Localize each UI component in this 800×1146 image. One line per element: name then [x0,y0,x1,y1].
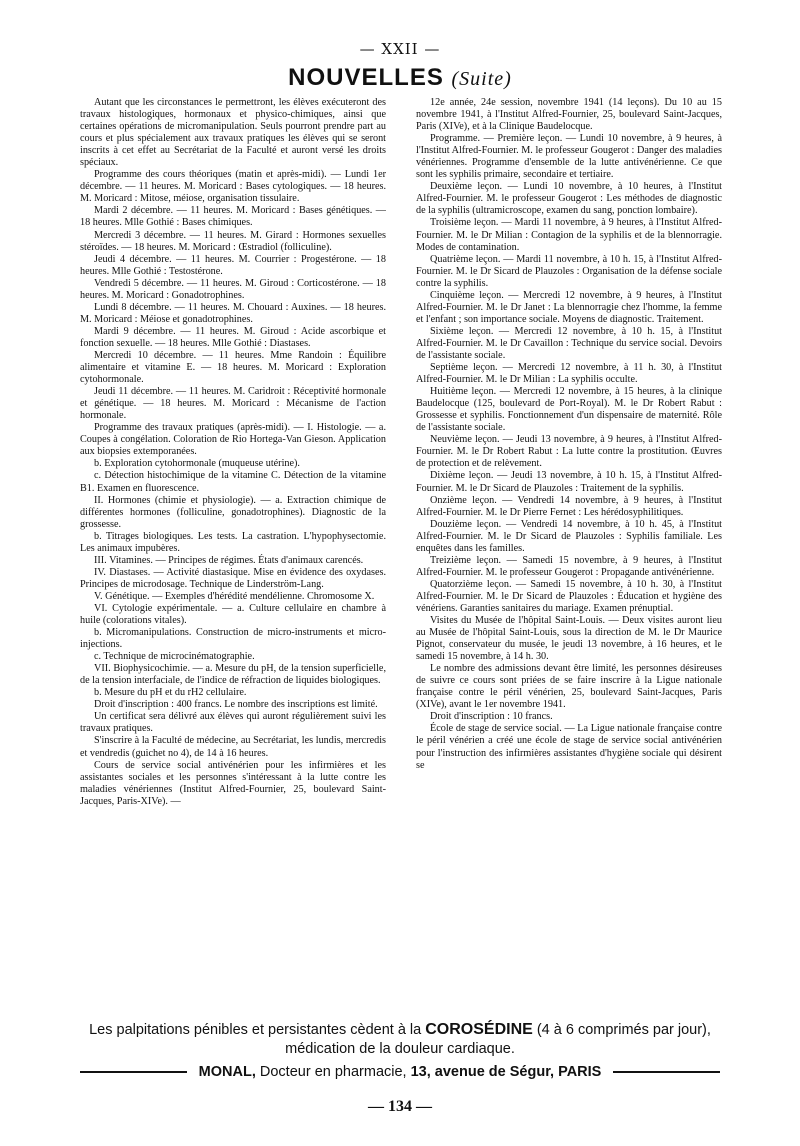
right-column-paragraph: École de stage de service social. — La Ligue nationale française contre le péril vénérien a créé une école de stage de service social antivénérien pour l'instruction des infirmières assistantes d'hygiène sociale qui désirent se [416,723,722,771]
right-column-paragraph: Neuvième leçon. — Jeudi 13 novembre, à 9 heures, à l'Institut Alfred-Fournier. M. le Dr Robert Rabut : La lutte contre la prostitution. Œuvres de protection et de relèvement. [416,434,722,470]
ad-line-1 [0,1020,800,1040]
right-column-paragraph: Programme. — Première leçon. — Lundi 10 novembre, à 9 heures, à l'Institut Alfred-Fournier. M. le professeur Gougerot : Danger des maladies vénériennes. Programme d'ensemble de la lutte antivénérienne. Ce que sont les syphilis primaire, secondaire et tertiaire. [416,133,722,181]
right-column [416,97,722,772]
left-column-paragraph: Programme des cours théoriques (matin et après-midi). — Lundi 1er décembre. — 11 heures. M. Moricard : Bases cytologiques. — 18 heures. M. Moricard : Mitose, méiose, organisation tissulaire. [80,169,386,205]
right-column-paragraph: Sixième leçon. — Mercredi 12 novembre, à 10 h. 15, à l'Institut Alfred-Fournier. M. le Dr Cavaillon : Technique du service social. Devoirs de l'assistante sociale. [416,325,722,361]
ad-brand: COROSÉDINE [425,1021,533,1038]
footer-advertisement [0,1020,800,1059]
left-column-paragraph: VII. Biophysicochimie. — a. Mesure du pH, de la tension superficielle, de la tension interfaciale, de l'indice de réfraction de liquides biologiques. [80,663,386,687]
left-column-paragraph: Un certificat sera délivré aux élèves qui auront régulièrement suivi les travaux pratiques. [80,711,386,735]
right-column-paragraph: Douzième leçon. — Vendredi 14 novembre, à 10 h. 45, à l'Institut Alfred-Fournier. M. le Dr Sicard de Plauzoles : Syphilis familiale. Les enquêtes dans les familles. [416,518,722,554]
left-column [80,97,386,808]
left-column-paragraph: Jeudi 11 décembre. — 11 heures. M. Caridroit : Réceptivité hormonale et génétique. — 18 heures. M. Moricard : Mécanisme de l'action hormonale. [80,386,386,422]
left-column-paragraph: Mardi 9 décembre. — 11 heures. M. Giroud : Acide ascorbique et fonction sexuelle. — 18 heures. Mlle Gothié : Diastases. [80,325,386,349]
left-column-paragraph: Programme des travaux pratiques (après-midi). — I. Histologie. — a. Coupes à congélation. Coloration de Rio Hortega-Van Gieson. Application aux biopsies extemporanées. [80,422,386,458]
right-column-paragraph: 12e année, 24e session, novembre 1941 (14 leçons). Du 10 au 15 novembre 1941, à l'Institut Alfred-Fournier, 25, boulevard Saint-Jacques, Paris (XIVe), et à la Clinique Baudelocque. [416,97,722,133]
right-column-paragraph: Le nombre des admissions devant être limité, les personnes désireuses de suivre ce cours sont priées de se faire inscrire à la Ligue nationale française contre le péril vénérien, 25, boulevard Saint-Jacques, Paris (XIVe), avant le 1er novembre 1941. [416,663,722,711]
left-column-paragraph: II. Hormones (chimie et physiologie). — a. Extraction chimique de différentes hormones (folliculine, gonadotrophines). Diagnostic de la grossesse. [80,494,386,530]
right-column-paragraph: Quatorzième leçon. — Samedi 15 novembre, à 10 h. 30, à l'Institut Alfred-Fournier. M. le Dr Sicard de Plauzoles : Éducation et hygiène des vénériens. Garanties sanitaires du mariage. Examen prénuptial. [416,578,722,614]
left-column-paragraph: b. Mesure du pH et du rH2 cellulaire. [94,687,247,699]
footer-monal [80,1064,720,1080]
left-column-paragraph: VI. Cytologie expérimentale. — a. Culture cellulaire en chambre à huile (colorations vitales). [80,602,386,627]
left-column-paragraph: S'inscrire à la Faculté de médecine, au Secrétariat, les lundis, mercredis et vendredis (guichet no 4), de 14 à 16 heures. [80,735,386,759]
left-column-paragraph: Jeudi 4 décembre. — 11 heures. M. Courrier : Progestérone. — 18 heures. Mlle Gothié : Testostérone. [80,253,386,277]
section-title [0,64,800,92]
right-column-paragraph: Onzième leçon. — Vendredi 14 novembre, à 9 heures, à l'Institut Alfred-Fournier. M. le Dr Pierre Fernet : Les hérédosyphilitiques. [416,494,722,518]
footer-rule-right [613,1071,720,1073]
left-column-paragraph: b. Exploration cytohormonale (muqueuse utérine). [94,458,300,470]
left-column-paragraph: c. Détection histochimique de la vitamine C. Détection de la vitamine B1. Examen en fluorescence. [80,470,386,494]
left-column-paragraph: Lundi 8 décembre. — 11 heures. M. Chouard : Auxines. — 18 heures. M. Moricard : Méiose et gonadotrophines. [80,301,386,325]
ad-line-2: médication de la douleur cardiaque. [285,1041,515,1057]
right-column-paragraph: Septième leçon. — Mercredi 12 novembre, à 11 h. 30, à l'Institut Alfred-Fournier. M. le Dr Milian : La syphilis occulte. [416,362,722,386]
left-column-paragraph: Mercredi 3 décembre. — 11 heures. M. Girard : Hormones sexuelles stéroïdes. — 18 heures. M. Moricard : Œstradiol (folliculine). [80,229,386,253]
left-column-paragraph: III. Vitamines. — Principes de régimes. États d'animaux carencés. [94,554,364,566]
left-column-paragraph: Mardi 2 décembre. — 11 heures. M. Moricard : Bases génétiques. — 18 heures. Mlle Gothié : Bases chimiques. [80,205,386,229]
page-number: — 134 — [368,1098,432,1115]
right-column-paragraph: Treizième leçon. — Samedi 15 novembre, à 9 heures, à l'Institut Alfred-Fournier. M. le professeur Gougerot : Propagande antivénérienne. [416,554,722,578]
right-column-paragraph: Visites du Musée de l'hôpital Saint-Louis. — Deux visites auront lieu au Musée de l'hôpital Saint-Louis, sous la direction de M. le Dr Maurice Pignot, conservateur du musée, le jeudi 13 novembre, à 16 heures, et le samedi 15 novembre, à 14 h. 30. [416,615,722,663]
left-column-paragraph: Autant que les circonstances le permettront, les élèves exécuteront des travaux histologiques, hormonaux et physico-chimiques, ainsi que certaines opérations de micromanipulation. Seuls pourront prendre part au cours et plus spécialement aux travaux pratiques les élèves qui se seront inscrits à cet effet au Secrétariat de la Faculté et auront versé les droits spéciaux. [80,97,386,169]
right-column-paragraph: Troisième leçon. — Mardi 11 novembre, à 9 heures, à l'Institut Alfred-Fournier. M. le Dr Milian : Contagion de la syphilis et de la blennorragie. Modes de contamination. [416,217,722,253]
section-title-main: NOUVELLES [288,64,444,91]
left-column-paragraph: Cours de service social antivénérien pour les infirmières et les assistantes sociales et les personnes s'intéressant à la lutte contre les maladies vénériennes (Institut Alfred-Fournier, 25, boulevard Saint-Jacques, Paris-XIVe). — [80,759,386,807]
left-column-paragraph: Vendredi 5 décembre. — 11 heures. M. Giroud : Corticostérone. — 18 heures. M. Moricard : Gonadotrophines. [80,277,386,301]
right-column-paragraph: Deuxième leçon. — Lundi 10 novembre, à 10 heures, à l'Institut Alfred-Fournier. M. le professeur Gougerot : Les méthodes de diagnostic de la syphilis (ultramicroscope, examen du sang, ponction lombaire). [416,181,722,217]
page-number-roman: — XXII — [359,40,441,58]
left-column-paragraph: V. Génétique. — Exemples d'hérédité mendélienne. Chromosome X. [94,590,375,602]
monal-name: MONAL, [198,1064,256,1080]
section-title-suite: (Suite) [451,68,512,90]
monal-rest: Docteur en pharmacie, [259,1064,407,1080]
monal-text [187,1064,614,1080]
left-column-paragraph: Droit d'inscription : 400 francs. Le nombre des inscriptions est limité. [94,699,378,711]
left-column-paragraph: b. Micromanipulations. Construction de micro-instruments et micro-injections. [80,627,386,651]
ad-line-1-post: (4 à 6 comprimés par jour), [536,1022,711,1038]
left-column-paragraph: b. Titrages biologiques. Les tests. La castration. L'hypophysectomie. Les animaux impubères. [80,530,386,554]
monal-address: 13, avenue de Ségur, PARIS [410,1064,602,1080]
ad-line-1-pre: Les palpitations pénibles et persistantes cèdent à la [89,1022,422,1038]
right-column-paragraph: Quatrième leçon. — Mardi 11 novembre, à 10 h. 15, à l'Institut Alfred-Fournier. M. le Dr Sicard de Plauzoles : Organisation de la défense sociale contre la syphilis. [416,253,722,289]
right-column-paragraph: Cinquième leçon. — Mercredi 12 novembre, à 9 heures, à l'Institut Alfred-Fournier. M. le Dr Janet : La blennorragie chez l'homme, la femme et l'enfant ; son importance sociale. Moyens de diagnostic. Traitement. [416,289,722,325]
left-column-paragraph: c. Technique de microcinématographie. [94,651,255,663]
right-column-paragraph: Droit d'inscription : 10 francs. [430,711,553,723]
left-column-paragraph: Mercredi 10 décembre. — 11 heures. Mme Randoin : Équilibre alimentaire et vitamine E. — 18 heures. M. Moricard : Exploration cytohormonale. [80,349,386,386]
footer-rule-left [80,1071,187,1073]
right-column-paragraph: Huitième leçon. — Mercredi 12 novembre, à 15 heures, à la clinique Baudelocque (125, boulevard de Port-Royal). M. le Dr Robert Rabut : Grossesse et syphilis. Fonctionnement d'un dispensaire de maternité. Rôle de l'assistante sociale. [416,386,722,434]
left-column-paragraph: IV. Diastases. — Activité diastasique. Mise en évidence des oxydases. Principes de microdosage. Technique de Linderström-Lang. [80,566,386,590]
right-column-paragraph: Dixième leçon. — Jeudi 13 novembre, à 10 h. 15, à l'Institut Alfred-Fournier. M. le Dr Sicard de Plauzoles : Traitement de la syphilis. [416,470,722,494]
